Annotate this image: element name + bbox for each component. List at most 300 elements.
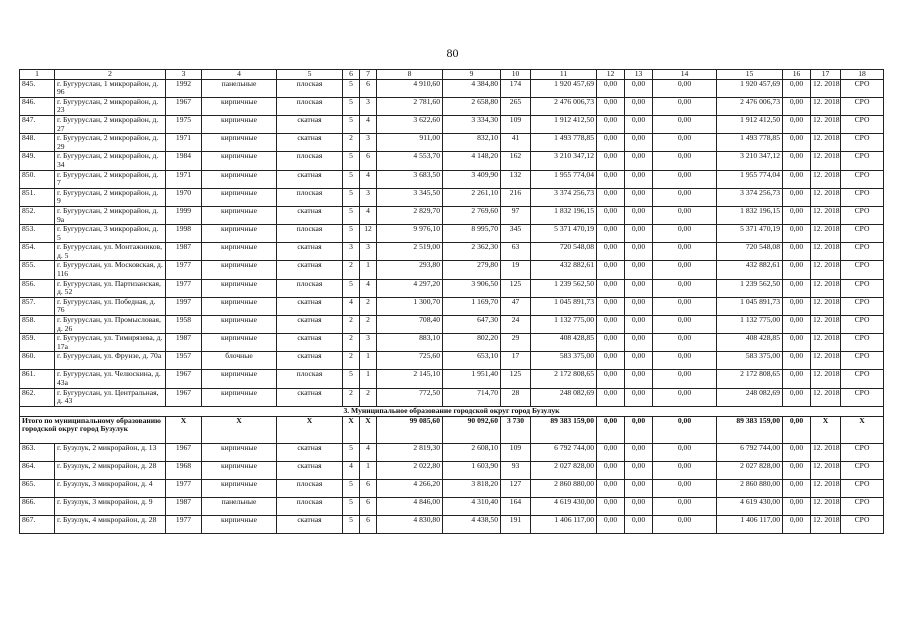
table-row — [20, 97, 884, 115]
residents: 47 — [501, 297, 531, 315]
total-area: 3 345,50 — [377, 188, 443, 206]
repair-cost-total: 1 955 774,04 — [717, 170, 783, 188]
column-number: 6 — [343, 70, 360, 80]
residents: 125 — [501, 279, 531, 297]
column-number: 4 — [202, 70, 277, 80]
repair-period: 12. 2018 — [811, 97, 841, 115]
total-area: 883,10 — [377, 334, 443, 352]
year-built: 1971 — [166, 134, 202, 152]
address: г. Бугуруслан, ул. Челюскина, д. 43а — [55, 370, 166, 388]
funding-source: СРО — [841, 152, 884, 170]
cost-zero-1: 0,00 — [597, 115, 625, 133]
row-number: 857. — [20, 297, 55, 315]
living-area: 4 384,80 — [443, 79, 501, 97]
funding-source: СРО — [841, 479, 884, 497]
column-number: 5 — [277, 70, 343, 80]
repair-cost-total: 1 239 562,50 — [717, 279, 783, 297]
cost-zero-2: 0,00 — [625, 479, 653, 497]
repair-cost: 1 493 778,85 — [531, 134, 597, 152]
residents: 216 — [501, 188, 531, 206]
residents: 93 — [501, 461, 531, 479]
repair-cost: 2 172 808,65 — [531, 370, 597, 388]
repair-cost-total: 1 920 457,69 — [717, 79, 783, 97]
column-number: 8 — [377, 70, 443, 80]
cost-zero-2: 0,00 — [625, 134, 653, 152]
address: г. Бузулук, 2 микрорайон, д. 28 — [55, 461, 166, 479]
year-built: 1987 — [166, 243, 202, 261]
wall-material: кирпичные — [202, 134, 277, 152]
wall-material: кирпичные — [202, 206, 277, 224]
roof-type: скатная — [277, 297, 343, 315]
cost-zero-4: 0,00 — [783, 388, 811, 406]
floors: 2 — [343, 261, 360, 279]
repair-cost: 408 428,85 — [531, 334, 597, 352]
address: г. Бугуруслан, 1 микрорайон, д. 96 — [55, 79, 166, 97]
cost-zero-1: 0,00 — [597, 497, 625, 515]
cost-zero-1: 0,00 — [597, 243, 625, 261]
address: г. Бугуруслан, ул. Партизанская, д. 52 — [55, 279, 166, 297]
repair-period: 12. 2018 — [811, 443, 841, 461]
cost-zero-2: 0,00 — [625, 352, 653, 370]
cost-zero-4: 0,00 — [783, 134, 811, 152]
cost-zero-1: 0,00 — [597, 334, 625, 352]
residents: 174 — [501, 79, 531, 97]
living-area: 2 261,10 — [443, 188, 501, 206]
floors: 2 — [343, 316, 360, 334]
living-area: 2 608,10 — [443, 443, 501, 461]
address: г. Бугуруслан, 2 микрорайон, д. 9а — [55, 206, 166, 224]
funding-source: СРО — [841, 188, 884, 206]
cost-zero-2: 0,00 — [625, 334, 653, 352]
roof-type: скатная — [277, 352, 343, 370]
entrances: 6 — [360, 479, 377, 497]
entrances: 2 — [360, 316, 377, 334]
year-built: 1977 — [166, 515, 202, 533]
residents: 345 — [501, 225, 531, 243]
roof-type: скатная — [277, 461, 343, 479]
total-area: 4 297,20 — [377, 279, 443, 297]
table-row — [20, 279, 884, 297]
cost-zero-1: 0,00 — [597, 388, 625, 406]
cost-zero-4: 0,00 — [783, 479, 811, 497]
total-residents: 3 730 — [501, 416, 531, 443]
row-number: 864. — [20, 461, 55, 479]
entrances: 2 — [360, 388, 377, 406]
total-area: 4 830,80 — [377, 515, 443, 533]
entrances: 6 — [360, 497, 377, 515]
roof-type: плоская — [277, 188, 343, 206]
year-built: 1957 — [166, 352, 202, 370]
address: г. Бугуруслан, 2 микрорайон, д. 9 — [55, 188, 166, 206]
cost-zero-4: 0,00 — [783, 188, 811, 206]
total-year-built: X — [166, 416, 202, 443]
floors: 5 — [343, 188, 360, 206]
roof-type: плоская — [277, 370, 343, 388]
repair-period: 12. 2018 — [811, 134, 841, 152]
funding-source: СРО — [841, 170, 884, 188]
residents: 63 — [501, 243, 531, 261]
residents: 19 — [501, 261, 531, 279]
year-built: 1998 — [166, 225, 202, 243]
cost-zero-2: 0,00 — [625, 297, 653, 315]
repair-period: 12. 2018 — [811, 497, 841, 515]
repair-cost: 1 239 562,50 — [531, 279, 597, 297]
living-area: 3 409,90 — [443, 170, 501, 188]
living-area: 647,30 — [443, 316, 501, 334]
table-row — [20, 261, 884, 279]
year-built: 1967 — [166, 97, 202, 115]
floors: 5 — [343, 97, 360, 115]
entrances: 12 — [360, 225, 377, 243]
entrances: 6 — [360, 515, 377, 533]
floors: 5 — [343, 443, 360, 461]
repair-period: 12. 2018 — [811, 388, 841, 406]
repair-cost: 1 832 196,15 — [531, 206, 597, 224]
living-area: 832,10 — [443, 134, 501, 152]
funding-source: СРО — [841, 352, 884, 370]
repair-period: 12. 2018 — [811, 370, 841, 388]
cost-zero-4: 0,00 — [783, 206, 811, 224]
table-row — [20, 388, 884, 406]
table-row — [20, 515, 884, 533]
residents: 164 — [501, 497, 531, 515]
cost-zero-4: 0,00 — [783, 515, 811, 533]
floors: 3 — [343, 243, 360, 261]
roof-type: плоская — [277, 79, 343, 97]
living-area: 2 769,60 — [443, 206, 501, 224]
cost-zero-3: 0,00 — [653, 115, 717, 133]
wall-material: кирпичные — [202, 334, 277, 352]
repair-period: 12. 2018 — [811, 334, 841, 352]
roof-type: скатная — [277, 316, 343, 334]
cost-zero-1: 0,00 — [597, 461, 625, 479]
living-area: 2 658,80 — [443, 97, 501, 115]
repair-cost: 3 210 347,12 — [531, 152, 597, 170]
total-roof-type: X — [277, 416, 343, 443]
funding-source: СРО — [841, 443, 884, 461]
funding-source: СРО — [841, 497, 884, 515]
residents: 97 — [501, 206, 531, 224]
living-area: 3 334,30 — [443, 115, 501, 133]
repair-cost: 1 406 117,00 — [531, 515, 597, 533]
funding-source: СРО — [841, 334, 884, 352]
funding-source: СРО — [841, 115, 884, 133]
wall-material: кирпичные — [202, 243, 277, 261]
residents: 191 — [501, 515, 531, 533]
floors: 5 — [343, 79, 360, 97]
year-built: 1958 — [166, 316, 202, 334]
cost-zero-3: 0,00 — [653, 297, 717, 315]
column-number: 18 — [841, 70, 884, 80]
repair-cost-total: 1 493 778,85 — [717, 134, 783, 152]
column-number: 7 — [360, 70, 377, 80]
cost-zero-4: 0,00 — [783, 97, 811, 115]
row-number: 860. — [20, 352, 55, 370]
cost-zero-3: 0,00 — [653, 206, 717, 224]
year-built: 1997 — [166, 297, 202, 315]
repair-cost: 1 132 775,00 — [531, 316, 597, 334]
total-repair-period: X — [811, 416, 841, 443]
floors: 5 — [343, 115, 360, 133]
floors: 5 — [343, 152, 360, 170]
residents: 109 — [501, 115, 531, 133]
address: г. Бугуруслан, ул. Промысловая, д. 26 — [55, 316, 166, 334]
wall-material: кирпичные — [202, 443, 277, 461]
cost-zero-3: 0,00 — [653, 152, 717, 170]
cost-zero-2: 0,00 — [625, 370, 653, 388]
address: г. Бузулук, 2 микрорайон, д. 13 — [55, 443, 166, 461]
year-built: 1977 — [166, 479, 202, 497]
wall-material: кирпичные — [202, 170, 277, 188]
cost-zero-4: 0,00 — [783, 225, 811, 243]
column-number: 10 — [501, 70, 531, 80]
cost-zero-1: 0,00 — [597, 297, 625, 315]
cost-zero-4: 0,00 — [783, 115, 811, 133]
year-built: 1999 — [166, 206, 202, 224]
funding-source: СРО — [841, 134, 884, 152]
repair-cost: 6 792 744,00 — [531, 443, 597, 461]
repair-cost: 432 882,61 — [531, 261, 597, 279]
floors: 5 — [343, 206, 360, 224]
address: г. Бугуруслан, 3 микрорайон, д. 5 — [55, 225, 166, 243]
repair-cost: 720 548,08 — [531, 243, 597, 261]
housing-register-table — [19, 69, 884, 534]
residents: 29 — [501, 334, 531, 352]
living-area: 1 169,70 — [443, 297, 501, 315]
roof-type: скатная — [277, 206, 343, 224]
total-area: 2 145,10 — [377, 370, 443, 388]
table-row — [20, 152, 884, 170]
table-row — [20, 461, 884, 479]
column-number: 17 — [811, 70, 841, 80]
cost-zero-2: 0,00 — [625, 152, 653, 170]
year-built: 1987 — [166, 497, 202, 515]
wall-material: кирпичные — [202, 115, 277, 133]
total-living-area: 90 092,60 — [443, 416, 501, 443]
residents: 125 — [501, 370, 531, 388]
repair-cost: 1 912 412,50 — [531, 115, 597, 133]
cost-zero-2: 0,00 — [625, 443, 653, 461]
total-area: 1 300,70 — [377, 297, 443, 315]
cost-zero-3: 0,00 — [653, 461, 717, 479]
floors: 5 — [343, 225, 360, 243]
wall-material: кирпичные — [202, 316, 277, 334]
wall-material: панельные — [202, 79, 277, 97]
repair-cost: 1 955 774,04 — [531, 170, 597, 188]
total-label: Итого по муниципальному образованию городской округ город Бузулук — [20, 416, 166, 443]
cost-zero-3: 0,00 — [653, 497, 717, 515]
repair-period: 12. 2018 — [811, 188, 841, 206]
cost-zero-1: 0,00 — [597, 225, 625, 243]
cost-zero-1: 0,00 — [597, 97, 625, 115]
repair-cost-total: 1 832 196,15 — [717, 206, 783, 224]
cost-zero-3: 0,00 — [653, 170, 717, 188]
entrances: 4 — [360, 170, 377, 188]
cost-zero-4: 0,00 — [783, 461, 811, 479]
repair-cost-total: 720 548,08 — [717, 243, 783, 261]
living-area: 3 906,50 — [443, 279, 501, 297]
roof-type: плоская — [277, 225, 343, 243]
row-number: 850. — [20, 170, 55, 188]
cost-zero-4: 0,00 — [783, 316, 811, 334]
entrances: 1 — [360, 352, 377, 370]
repair-cost-total: 2 027 828,00 — [717, 461, 783, 479]
total-area: 2 781,60 — [377, 97, 443, 115]
residents: 17 — [501, 352, 531, 370]
total-area: 3 683,50 — [377, 170, 443, 188]
wall-material: панельные — [202, 497, 277, 515]
table-row — [20, 134, 884, 152]
roof-type: скатная — [277, 515, 343, 533]
cost-zero-1: 0,00 — [597, 152, 625, 170]
total-area: 4 910,60 — [377, 79, 443, 97]
wall-material: кирпичные — [202, 370, 277, 388]
repair-period: 12. 2018 — [811, 297, 841, 315]
row-number: 849. — [20, 152, 55, 170]
repair-cost-total: 1 912 412,50 — [717, 115, 783, 133]
row-number: 867. — [20, 515, 55, 533]
floors: 4 — [343, 297, 360, 315]
wall-material: кирпичные — [202, 152, 277, 170]
column-number: 13 — [625, 70, 653, 80]
address: г. Бугуруслан, 2 микрорайон, д. 29 — [55, 134, 166, 152]
cost-zero-2: 0,00 — [625, 243, 653, 261]
wall-material: кирпичные — [202, 225, 277, 243]
row-number: 851. — [20, 188, 55, 206]
total-wall-material: X — [202, 416, 277, 443]
table-row — [20, 334, 884, 352]
total-area: 772,50 — [377, 388, 443, 406]
residents: 162 — [501, 152, 531, 170]
cost-zero-1: 0,00 — [597, 515, 625, 533]
roof-type: плоская — [277, 479, 343, 497]
wall-material: блочные — [202, 352, 277, 370]
floors: 4 — [343, 461, 360, 479]
cost-zero-4: 0,00 — [783, 334, 811, 352]
repair-period: 12. 2018 — [811, 261, 841, 279]
cost-zero-1: 0,00 — [597, 279, 625, 297]
roof-type: плоская — [277, 152, 343, 170]
year-built: 1970 — [166, 188, 202, 206]
total-floors: X — [343, 416, 360, 443]
cost-zero-2: 0,00 — [625, 515, 653, 533]
living-area: 2 362,30 — [443, 243, 501, 261]
column-number: 11 — [531, 70, 597, 80]
address: г. Бугуруслан, 2 микрорайон, д. 34 — [55, 152, 166, 170]
cost-zero-3: 0,00 — [653, 515, 717, 533]
funding-source: СРО — [841, 515, 884, 533]
section-row — [20, 406, 884, 416]
funding-source: СРО — [841, 261, 884, 279]
residents: 24 — [501, 316, 531, 334]
year-built: 1992 — [166, 79, 202, 97]
cost-zero-2: 0,00 — [625, 97, 653, 115]
table-row — [20, 443, 884, 461]
cost-zero-3: 0,00 — [653, 316, 717, 334]
column-number: 1 — [20, 70, 55, 80]
column-number: 15 — [717, 70, 783, 80]
total-area: 4 553,70 — [377, 152, 443, 170]
year-built: 1987 — [166, 334, 202, 352]
row-number: 848. — [20, 134, 55, 152]
entrances: 2 — [360, 297, 377, 315]
total-funding-source: X — [841, 416, 884, 443]
roof-type: скатная — [277, 388, 343, 406]
cost-zero-4: 0,00 — [783, 443, 811, 461]
floors: 5 — [343, 515, 360, 533]
year-built: 1968 — [166, 461, 202, 479]
roof-type: скатная — [277, 134, 343, 152]
year-built: 1977 — [166, 279, 202, 297]
living-area: 4 438,50 — [443, 515, 501, 533]
row-number: 854. — [20, 243, 55, 261]
repair-cost-total: 1 045 891,73 — [717, 297, 783, 315]
residents: 28 — [501, 388, 531, 406]
funding-source: СРО — [841, 461, 884, 479]
row-number: 845. — [20, 79, 55, 97]
wall-material: кирпичные — [202, 297, 277, 315]
cost-zero-3: 0,00 — [653, 97, 717, 115]
living-area: 4 310,40 — [443, 497, 501, 515]
repair-cost-total: 2 860 880,00 — [717, 479, 783, 497]
residents: 127 — [501, 479, 531, 497]
table-row — [20, 115, 884, 133]
cost-zero-4: 0,00 — [783, 370, 811, 388]
column-number: 9 — [443, 70, 501, 80]
entrances: 3 — [360, 243, 377, 261]
living-area: 714,70 — [443, 388, 501, 406]
row-number: 865. — [20, 479, 55, 497]
cost-zero-1: 0,00 — [597, 443, 625, 461]
repair-cost-total: 3 374 256,73 — [717, 188, 783, 206]
total-row — [20, 416, 884, 443]
repair-cost-total: 4 619 430,00 — [717, 497, 783, 515]
cost-zero-2: 0,00 — [625, 188, 653, 206]
year-built: 1967 — [166, 370, 202, 388]
cost-zero-3: 0,00 — [653, 279, 717, 297]
cost-zero-3: 0,00 — [653, 443, 717, 461]
repair-cost: 1 920 457,69 — [531, 79, 597, 97]
row-number: 847. — [20, 115, 55, 133]
total-cost-zero-1: 0,00 — [597, 416, 625, 443]
total-area: 911,00 — [377, 134, 443, 152]
row-number: 852. — [20, 206, 55, 224]
row-number: 861. — [20, 370, 55, 388]
cost-zero-2: 0,00 — [625, 206, 653, 224]
row-number: 866. — [20, 497, 55, 515]
repair-cost-total: 5 371 470,19 — [717, 225, 783, 243]
funding-source: СРО — [841, 316, 884, 334]
roof-type: скатная — [277, 170, 343, 188]
column-number: 12 — [597, 70, 625, 80]
entrances: 6 — [360, 152, 377, 170]
cost-zero-4: 0,00 — [783, 279, 811, 297]
address: г. Бугуруслан, ул. Тимирязева, д. 17а — [55, 334, 166, 352]
cost-zero-3: 0,00 — [653, 479, 717, 497]
table-row — [20, 297, 884, 315]
funding-source: СРО — [841, 297, 884, 315]
total-area: 4 846,00 — [377, 497, 443, 515]
total-area: 708,40 — [377, 316, 443, 334]
roof-type: скатная — [277, 261, 343, 279]
cost-zero-1: 0,00 — [597, 134, 625, 152]
column-number: 16 — [783, 70, 811, 80]
funding-source: СРО — [841, 225, 884, 243]
entrances: 1 — [360, 370, 377, 388]
cost-zero-2: 0,00 — [625, 461, 653, 479]
cost-zero-3: 0,00 — [653, 188, 717, 206]
row-number: 853. — [20, 225, 55, 243]
